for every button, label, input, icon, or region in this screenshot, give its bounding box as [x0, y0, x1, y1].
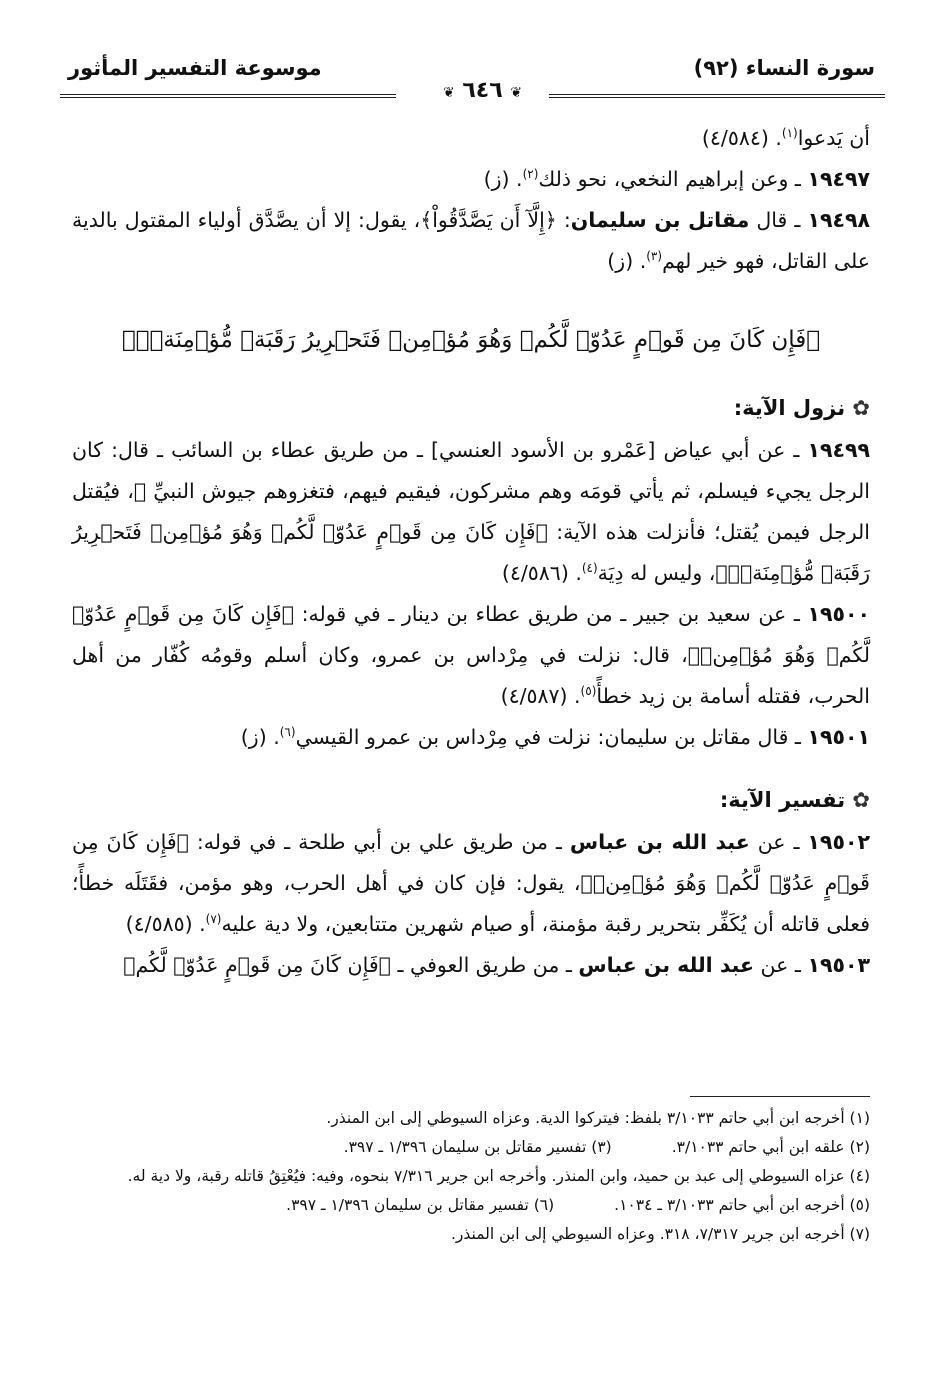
footnote-ref[interactable]: (١)	[781, 126, 798, 141]
narration-19500: ١٩٥٠٠ ـ عن سعيد بن جبير ـ من طريق عطاء بن دينار ـ في قوله: ﴿فَإِن كَانَ مِن قَوۡمٍ عَدُوّٖ لَّكُمۡ وَهُوَ مُؤۡمِنٞ﴾، قال: نزلت في مِرْداس بن عمرو، وكان أسلم وقومُه كُفّار من أهل الحرب، فقتله أسامة بن زيد خطأً$^{(٥)}$. (٤/٥٨٧)	[72, 602, 870, 708]
footnote-separator	[690, 1096, 870, 1097]
footnote-ref[interactable]: (٤)	[581, 561, 598, 576]
narration-number: ١٩٥٠٠	[807, 602, 870, 626]
narration-19502: ١٩٥٠٢ ـ عن عبد الله بن عباس ـ من طريق علي بن أبي طلحة ـ في قوله: ﴿فَإِن كَانَ مِن قَوۡمٍ عَدُوّٖ لَّكُمۡ وَهُوَ مُؤۡمِنٞ﴾، يقول: فإن كان في أهل الحرب، وهو مؤمن، فقَتَلَه خطأً؛ فعلى قاتله أن يُكَفِّر بتحرير رقبة مؤمنة، أو صيام شهرين متتابعين، ولا دية عليه$^{(٧)}$. (٤/٥٨٥)	[72, 830, 870, 936]
narration-number: ١٩٥٠٣	[807, 953, 870, 977]
narration-19499: ١٩٤٩٩ ـ عن أبي عياض [عَمْرو بن الأسود العنسي] ـ من طريق عطاء بن السائب ـ قال: كان الرجل يجيء فيسلم، ثم يأتي قومَه وهم مشركون، فيقيم فيهم، فتغزوهم جيوش النبيِّ ﷺ، فيُقتل الرجل فيمن يُقتل؛ فأنزلت هذه الآية: ﴿فَإِن كَانَ مِن قَوۡمٍ عَدُوّٖ لَّكُمۡ وَهُوَ مُؤۡمِنٞ فَتَحۡرِيرُ رَقَبَةٖ مُّؤۡمِنَةٖۖ﴾، وليس له دِيَة$^{(٤)}$. (٤/٥٨٦)	[72, 438, 870, 585]
ornament-icon: ❦	[442, 85, 455, 101]
section-heading-tafsir: ✿ تفسير الآية:	[719, 788, 870, 812]
footnote-row	[72, 1191, 870, 1220]
footnote-3: (٣) تفسير مقاتل بن سليمان ١/٣٩٦ ـ ٣٩٧.	[343, 1138, 612, 1156]
narration-19503: ١٩٥٠٣ ـ عن عبد الله بن عباس ـ من طريق العوفي ـ ﴿فَإِن كَانَ مِن قَوۡمٍ عَدُوّٖ لَّكُمۡ	[123, 953, 870, 977]
footnote-4: (٤) عزاه السيوطي إلى عبد بن حميد، وابن المنذر. وأخرجه ابن جرير ٧/٣١٦ بنحوه، وفيه: فيُعْتِقُ قاتله رقبة، ولا دية له.	[127, 1167, 870, 1185]
narrator-name: عبد الله بن عباس	[578, 953, 755, 977]
footnote-7: (٧) أخرجه ابن جرير ٧/٣١٧، ٣١٨. وعزاه السيوطي إلى ابن المنذر.	[450, 1225, 870, 1243]
book-title: موسوعة التفسير المأثور	[68, 56, 322, 80]
footnote-5: (٥) أخرجه ابن أبي حاتم ٣/١٠٣٣ ـ ١٠٣٤.	[614, 1196, 870, 1214]
narration-19497: ١٩٤٩٧ ـ وعن إبراهيم النخعي، نحو ذلك$^{(٢)}$. (ز)	[483, 167, 870, 191]
ornament-icon: ❦	[510, 85, 523, 101]
flower-icon: ✿	[852, 396, 870, 420]
footnote-2: (٢) علقه ابن أبي حاتم ٣/١٠٣٣.	[671, 1138, 870, 1156]
narration-number: ١٩٥٠٢	[807, 830, 870, 854]
narration-number: ١٩٤٩٩	[807, 438, 870, 462]
footnote-row	[72, 1133, 870, 1162]
footnote-ref[interactable]: (٧)	[205, 912, 222, 927]
surah-title: سورة النساء (٩٢)	[693, 56, 875, 80]
quran-verse: ﴿فَإِن كَانَ مِن قَوۡمٍ عَدُوّٖ لَّكُمۡ وَهُوَ مُؤۡمِنٞ فَتَحۡرِيرُ رَقَبَةٖ مُّؤۡمِنَةٖۖ﴾	[121, 327, 821, 353]
narration-number: ١٩٥٠١	[807, 725, 870, 749]
narrator-name: عبد الله بن عباس	[569, 830, 750, 854]
footnotes	[72, 1104, 870, 1249]
narrator-name: مقاتل بن سليمان	[570, 208, 750, 232]
page-number-block	[400, 78, 565, 103]
header-rule-right	[549, 94, 885, 98]
footnote-6: (٦) تفسير مقاتل بن سليمان ١/٣٩٦ ـ ٣٩٧.	[286, 1196, 555, 1214]
footnote-ref[interactable]: (٢)	[522, 167, 539, 182]
footnote-ref[interactable]: (٣)	[646, 249, 663, 264]
footnote-1: (١) أخرجه ابن أبي حاتم ٣/١٠٣٣ بلفظ: فيتركوا الدية. وعزاه السيوطي إلى ابن المنذر.	[326, 1109, 870, 1127]
footnote-ref[interactable]: (٥)	[580, 684, 597, 699]
flower-icon: ✿	[852, 788, 870, 812]
page-header	[60, 52, 885, 104]
section-heading-revelation: ✿ نزول الآية:	[733, 396, 870, 420]
footnote-ref[interactable]: (٦)	[279, 725, 296, 740]
paragraph-continuation: أن يَدعوا$^{(١)}$. (٤/٥٨٤)	[701, 126, 870, 150]
narration-19498: ١٩٤٩٨ ـ قال مقاتل بن سليمان: ﴿إِلَّآ أَن يَصَّدَّقُواْ﴾، يقول: إلا أن يصَّدَّق أولياء المقتول بالدية على القاتل، فهو خير لهم$^{(٣)}$. (ز)	[72, 208, 870, 273]
page-number: ٦٤٦	[462, 78, 503, 103]
narration-19501: ١٩٥٠١ ـ قال مقاتل بن سليمان: نزلت في مِرْداس بن عمرو القيسي$^{(٦)}$. (ز)	[240, 725, 870, 749]
narration-number: ١٩٤٩٨	[807, 208, 870, 232]
narration-number: ١٩٤٩٧	[807, 167, 870, 191]
header-rule-left	[60, 94, 396, 98]
